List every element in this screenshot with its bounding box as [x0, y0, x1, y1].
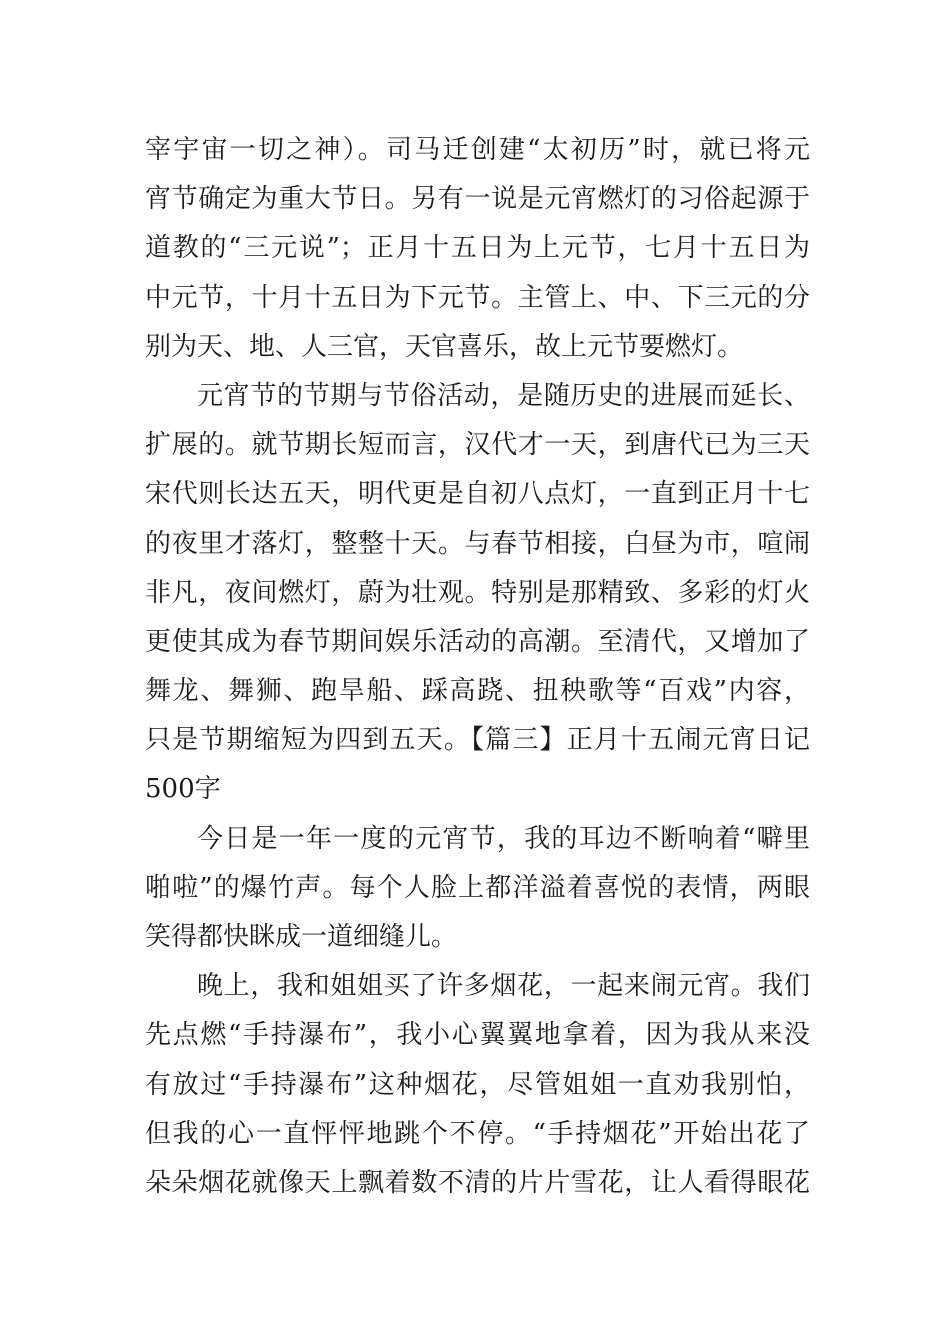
text-line: 有放过“手持瀑布”这种烟花，尽管姐姐一直劝我别怕， — [145, 1069, 810, 1100]
text-line: 非凡，夜间燃灯，蔚为壮观。特别是那精致、多彩的灯火 — [145, 577, 810, 608]
text-line: 先点燃“手持瀑布”，我小心翼翼地拿着，因为我从来没 — [145, 1020, 810, 1051]
text-line: 宵节确定为重大节日。另有一说是元宵燃灯的习俗起源于 — [145, 184, 810, 215]
text-line: 只是节期缩短为四到五天。【篇三】正月十五闹元宵日记 — [145, 725, 810, 756]
document-body-text — [145, 126, 810, 1208]
text-line: 的夜里才落灯，整整十天。与春节相接，白昼为市，喧闹 — [145, 528, 810, 559]
text-line: 500字 — [145, 774, 221, 805]
text-line: 道教的“三元说”；正月十五日为上元节，七月十五日为 — [145, 233, 810, 264]
text-line: 今日是一年一度的元宵节，我的耳边不断响着“噼里 — [197, 823, 810, 854]
text-line: 笑得都快眯成一道细缝儿。 — [145, 922, 458, 952]
text-line: 更使其成为春节期间娱乐活动的高潮。至清代，又增加了 — [145, 626, 810, 657]
text-line: 宰宇宙一切之神）。司马迁创建“太初历”时，就已将元 — [145, 135, 810, 165]
text-line: 别为天、地、人三官，天官喜乐，故上元节要燃灯。 — [145, 331, 744, 362]
text-line: 宋代则长达五天，明代更是自初八点灯，一直到正月十七 — [145, 479, 810, 510]
text-line: 晚上，我和姐姐买了许多烟花，一起来闹元宵。我们 — [197, 971, 810, 1002]
text-line: 扩展的。就节期长短而言，汉代才一天，到唐代已为三天 — [145, 430, 810, 461]
text-line: 舞龙、舞狮、跑旱船、踩高跷、扭秧歌等“百戏”内容， — [145, 676, 810, 707]
text-line: 元宵节的节期与节俗活动，是随历史的进展而延长、 — [197, 380, 810, 411]
text-line: 啪啦”的爆竹声。每个人脸上都洋溢着喜悦的表情，两眼 — [145, 872, 810, 903]
text-line: 但我的心一直怦怦地跳个不停。“手持烟花”开始出花了 — [145, 1118, 810, 1149]
text-line: 中元节，十月十五日为下元节。主管上、中、下三元的分 — [145, 282, 810, 313]
text-line: 朵朵烟花就像天上飘着数不清的片片雪花，让人看得眼花 — [145, 1167, 810, 1198]
